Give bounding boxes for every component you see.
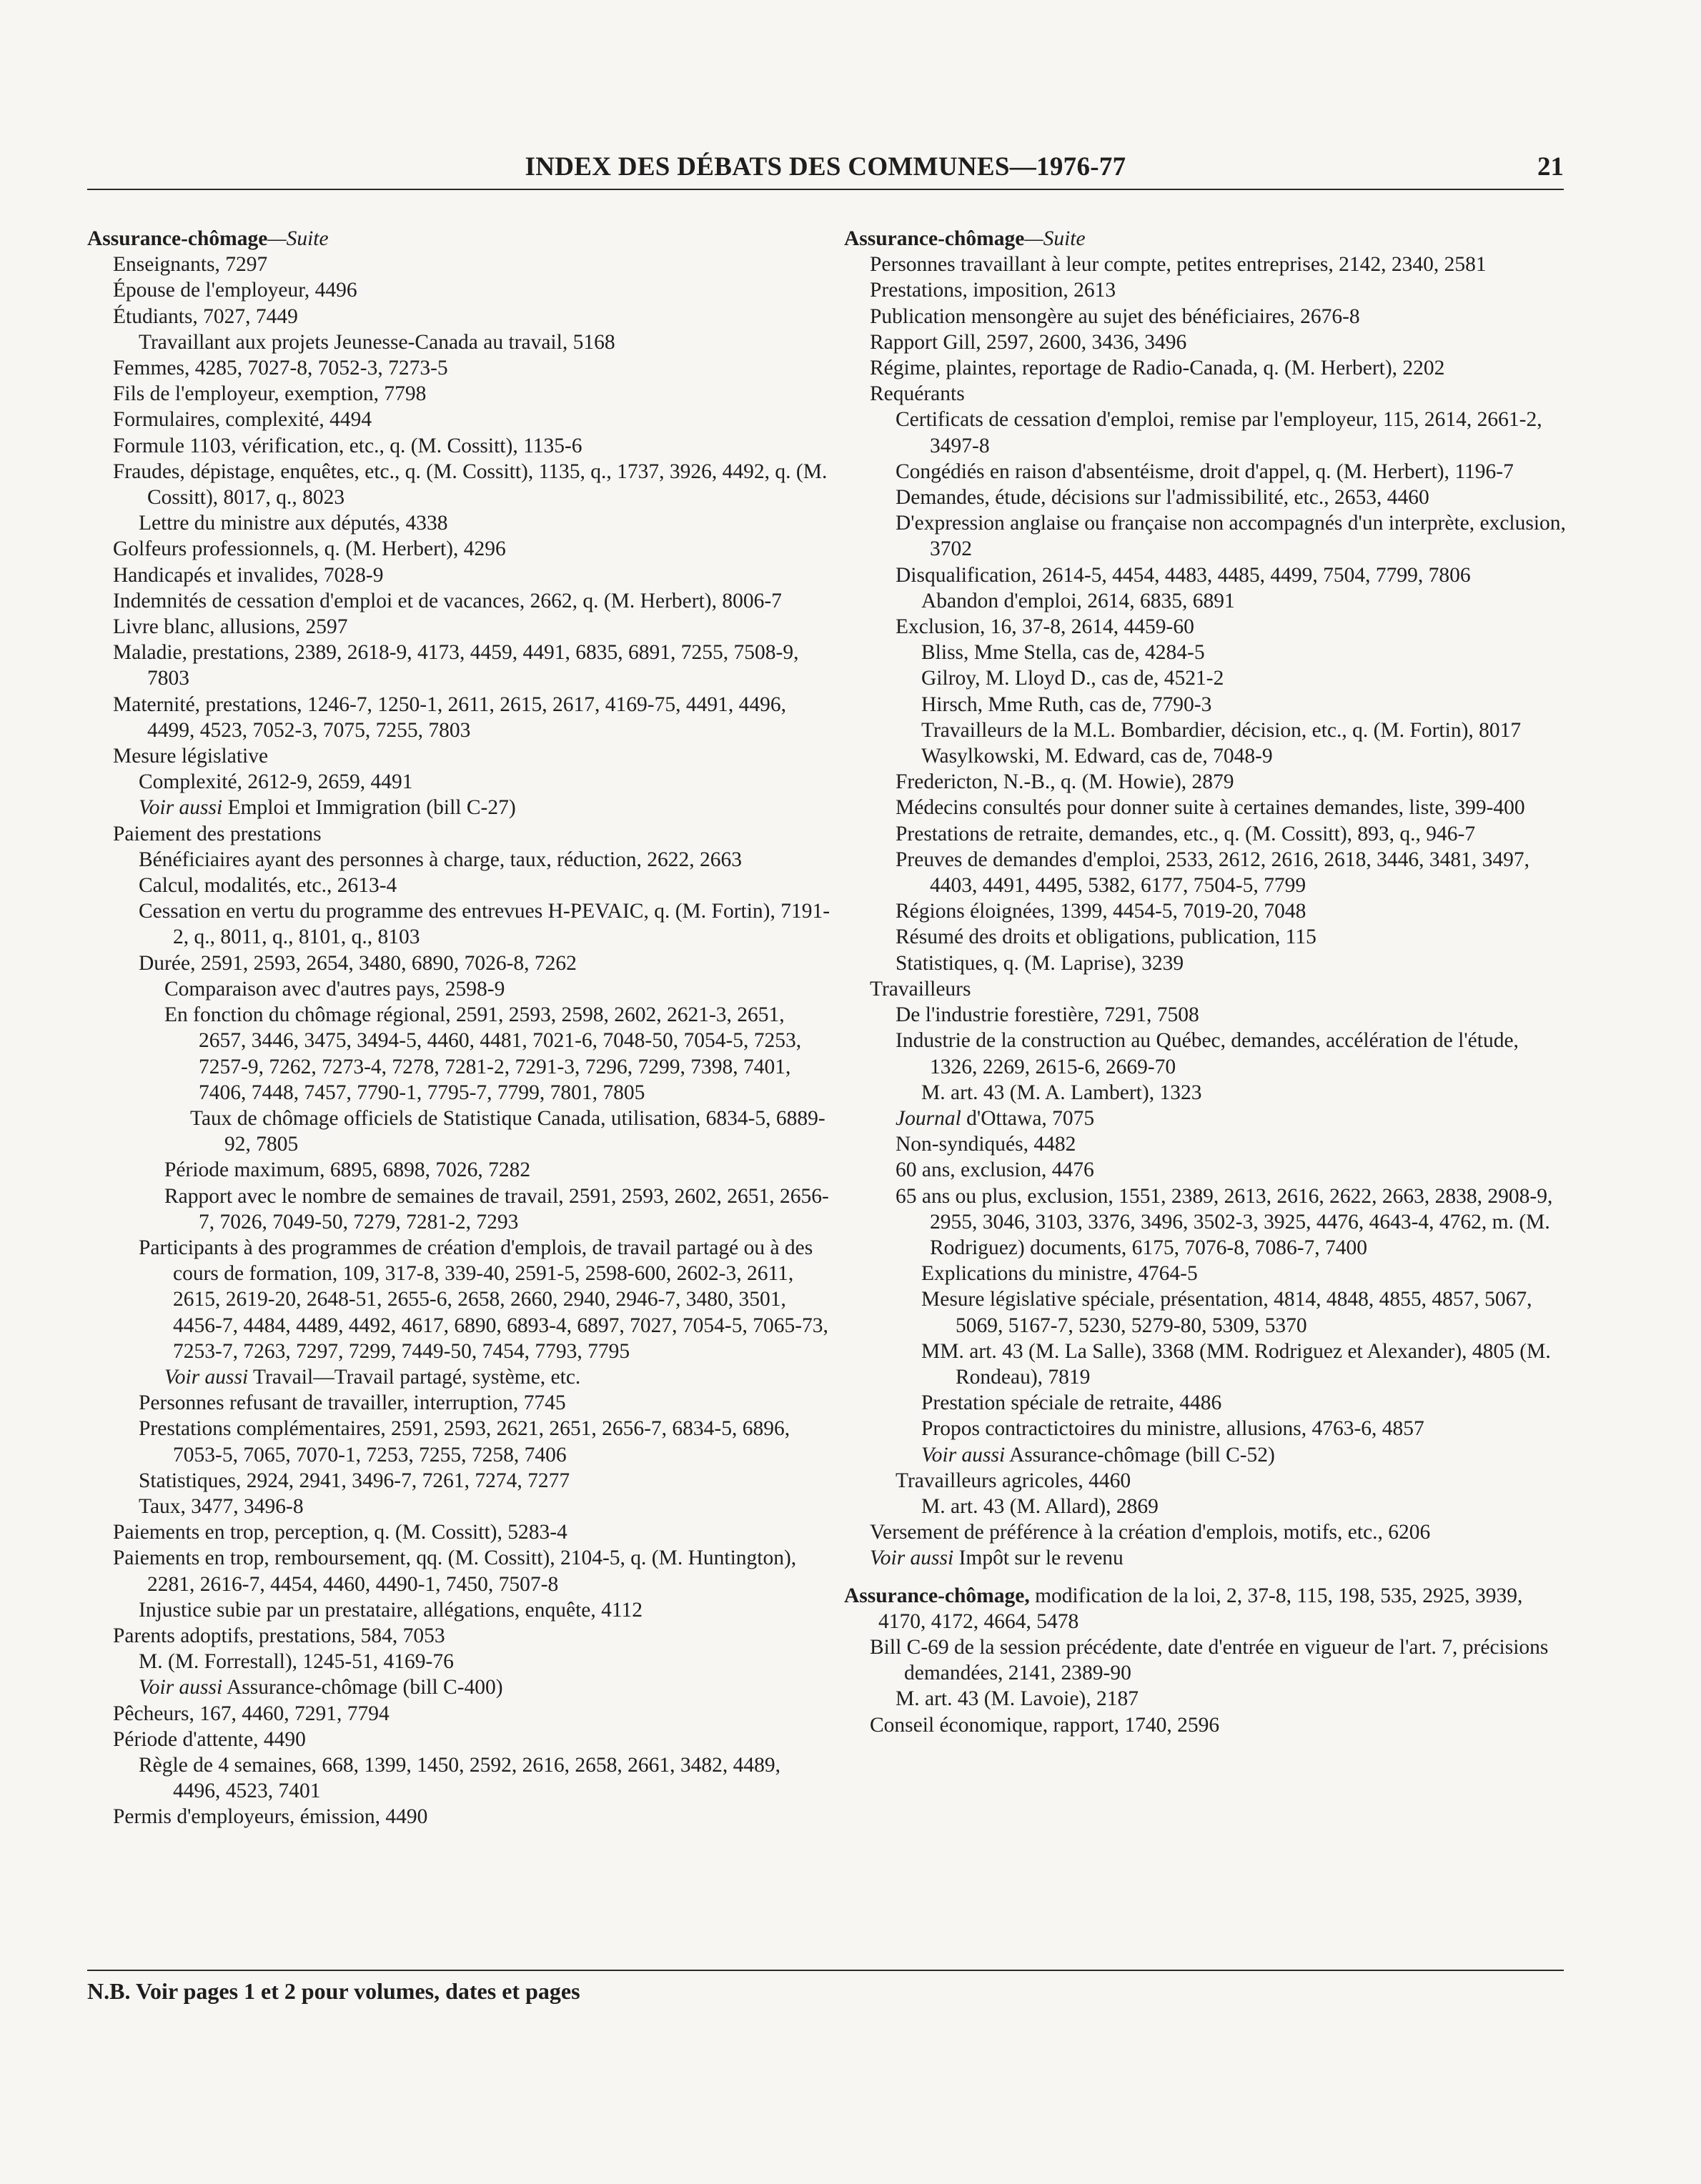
entry-text: Congédiés en raison d'absentéisme, droit d'appel, q. (M. Herbert), 1196-7 [896, 460, 1514, 483]
running-title: INDEX DES DÉBATS DES COMMUNES—1976-77 [525, 152, 1126, 182]
entry-text: Handicapés et invalides, 7028-9 [113, 563, 384, 587]
index-entry [844, 1157, 1566, 1183]
index-entry [87, 304, 830, 329]
index-entry [87, 614, 830, 640]
entry-text: Mesure législative spéciale, présentation, 4814, 4848, 4855, 4857, 5067, 5069, 5167-7, 5230, 5279-80, 5309, 5370 [921, 1288, 1532, 1337]
index-entry [844, 1339, 1566, 1390]
index-entry [844, 510, 1566, 562]
entry-text: Période d'attente, 4490 [113, 1727, 306, 1751]
index-entry [87, 1468, 830, 1494]
index-entry [844, 1390, 1566, 1416]
entry-text: Versement de préférence à la création d'emplois, motifs, etc., 6206 [870, 1521, 1431, 1544]
index-entry [87, 510, 830, 536]
index-entry [87, 821, 830, 847]
index-entry [844, 459, 1566, 485]
entry-text: Certificats de cessation d'emploi, remise par l'employeur, 115, 2614, 2661-2, 3497-8 [896, 408, 1542, 457]
entry-text: Prestations, imposition, 2613 [870, 279, 1116, 302]
index-entry [87, 976, 830, 1002]
entry-text: Règle de 4 semaines, 668, 1399, 1450, 2592, 2616, 2658, 2661, 3482, 4489, 4496, 4523, 7401 [139, 1753, 781, 1803]
entry-text: Travail—Travail partagé, système, etc. [248, 1365, 581, 1389]
italic-term: Journal [896, 1106, 961, 1130]
index-entry [844, 1028, 1566, 1079]
entry-text: Hirsch, Mme Ruth, cas de, 7790-3 [921, 693, 1212, 716]
index-entry [87, 588, 830, 614]
index-entry [844, 743, 1566, 769]
entry-text: Abandon d'emploi, 2614, 6835, 6891 [921, 589, 1235, 612]
entry-text: Maladie, prestations, 2389, 2618-9, 4173, 4459, 4491, 6835, 6891, 7255, 7508-9, 7803 [113, 641, 799, 690]
index-entry [844, 847, 1566, 898]
entry-text: Enseignants, 7297 [113, 253, 268, 277]
footer-rule [87, 1970, 1564, 1971]
entry-text: Épouse de l'employeur, 4496 [113, 279, 357, 302]
entry-text: Fraudes, dépistage, enquêtes, etc., q. (M. Cossitt), 1135, q., 1737, 3926, 4492, q. (M. Cossitt), 8017, q., 8023 [113, 460, 828, 510]
heading-term: Assurance-chômage [87, 227, 268, 250]
entry-text: modification de la loi, 2, 37-8, 115, 198, 535, 2925, 3939, 4170, 4172, 4664, 5478 [878, 1584, 1523, 1633]
entry-text: Lettre du ministre aux députés, 4338 [139, 512, 448, 535]
index-entry [844, 1416, 1566, 1441]
index-entry [87, 1727, 830, 1752]
index-entry [844, 355, 1566, 381]
entry-text: d'Ottawa, 7075 [961, 1106, 1095, 1130]
italic-term: Voir aussi [921, 1443, 1006, 1466]
italic-term: Voir aussi [870, 1547, 954, 1570]
entry-text: Personnes refusant de travailler, interruption, 7745 [139, 1391, 566, 1415]
entry-text: Parents adoptifs, prestations, 584, 7053 [113, 1624, 445, 1647]
italic-term: Voir aussi [139, 796, 223, 820]
index-entry [844, 1261, 1566, 1286]
index-entry [844, 1494, 1566, 1519]
entry-text: Paiements en trop, perception, q. (M. Cossitt), 5283-4 [113, 1521, 567, 1544]
entry-text: Médecins consultés pour donner suite à certaines demandes, liste, 399-400 [896, 796, 1525, 820]
index-entry [87, 252, 830, 277]
index-heading [87, 226, 830, 252]
entry-text: Travailleurs agricoles, 4460 [896, 1469, 1131, 1492]
index-entry [844, 769, 1566, 795]
entry-text: Publication mensongère au sujet des bénéficiaires, 2676-8 [870, 304, 1360, 328]
index-entry [844, 692, 1566, 718]
entry-text: Paiement des prestations [113, 822, 322, 845]
entry-text: Période maximum, 6895, 6898, 7026, 7282 [164, 1158, 531, 1182]
index-entry [87, 277, 830, 303]
index-entry [844, 277, 1566, 303]
index-entry [87, 1623, 830, 1649]
entry-text: Complexité, 2612-9, 2659, 4491 [139, 770, 413, 794]
entry-text: Pêcheurs, 167, 4460, 7291, 7794 [113, 1702, 390, 1725]
entry-text: Taux de chômage officiels de Statistique Canada, utilisation, 6834-5, 6889-92, 7805 [190, 1106, 825, 1156]
entry-text: Calcul, modalités, etc., 2613-4 [139, 874, 397, 898]
entry-text: Wasylkowski, M. Edward, cas de, 7048-9 [921, 745, 1273, 768]
entry-text: Emploi et Immigration (bill C-27) [222, 796, 516, 820]
entry-text: Non-syndiqués, 4482 [896, 1133, 1076, 1156]
index-entry [844, 562, 1566, 588]
index-entry [87, 1002, 830, 1106]
index-entry [87, 743, 830, 769]
index-heading [844, 1583, 1566, 1634]
entry-text: Bénéficiaires ayant des personnes à charge, taux, réduction, 2622, 2663 [139, 848, 743, 871]
suite-label: —Suite [267, 227, 329, 250]
entry-text: Bliss, Mme Stella, cas de, 4284-5 [921, 641, 1205, 665]
index-entry [87, 1416, 830, 1467]
index-entry [87, 1157, 830, 1183]
entry-text: Requérants [870, 382, 965, 406]
entry-text: Assurance-chômage (bill C-52) [1005, 1443, 1275, 1466]
entry-text: Régions éloignées, 1399, 4454-5, 7019-20, 7048 [896, 900, 1306, 923]
index-column-right [844, 226, 1566, 1738]
index-entry [87, 1701, 830, 1727]
index-entry [87, 1597, 830, 1623]
index-entry [844, 381, 1566, 407]
index-entry [87, 1235, 830, 1364]
entry-text: Prestation spéciale de retraite, 4486 [921, 1391, 1222, 1415]
entry-text: Statistiques, 2924, 2941, 3496-7, 7261, 7274, 7277 [139, 1469, 570, 1492]
entry-text: Statistiques, q. (M. Laprise), 3239 [896, 951, 1184, 975]
index-entry [844, 1545, 1566, 1571]
entry-text: Participants à des programmes de création d'emplois, de travail partagé ou à des cours de formation, 109, 317-8, 339-40, 2591-5, 2598-600, 2602-3, 2611, 2615, 2619-20, 2648-51, 2655-6, 2658, 2660, 2940, 2946-7, 3480, 3501, 4456-7, 4484, 4489, 4492, 4617, 6890, 6893-4, 6897, 7027, 7054-5, 7065-73, 7253-7, 7263, 7297, 7299, 7449-50, 7454, 7793, 7795 [139, 1236, 828, 1363]
index-entry [844, 1686, 1566, 1712]
entry-text: Comparaison avec d'autres pays, 2598-9 [164, 977, 505, 1001]
italic-term: Voir aussi [164, 1365, 249, 1389]
index-entry [87, 950, 830, 976]
index-entry [844, 485, 1566, 510]
entry-text: 60 ans, exclusion, 4476 [896, 1158, 1094, 1182]
index-entry [87, 692, 830, 743]
index-entry [87, 769, 830, 795]
suite-label: —Suite [1024, 227, 1086, 250]
heading-term: Assurance-chômage, [844, 1584, 1030, 1607]
index-entry [844, 718, 1566, 743]
index-entry [87, 1649, 830, 1674]
index-entry [87, 1752, 830, 1804]
entry-text: Paiements en trop, remboursement, qq. (M. Cossitt), 2104-5, q. (M. Huntington), 2281, 2616-7, 4454, 4460, 4490-1, 7450, 7507-8 [113, 1547, 797, 1596]
index-entry [844, 1468, 1566, 1494]
entry-text: Résumé des droits et obligations, publication, 115 [896, 925, 1316, 949]
entry-text: M. art. 43 (M. Lavoie), 2187 [896, 1687, 1139, 1711]
index-entry [844, 795, 1566, 820]
index-entry [844, 1286, 1566, 1338]
entry-text: MM. art. 43 (M. La Salle), 3368 (MM. Rodriguez et Alexander), 4805 (M. Rondeau), 7819 [921, 1339, 1551, 1389]
index-entry [844, 898, 1566, 924]
index-heading [844, 226, 1566, 252]
index-entry [844, 1080, 1566, 1106]
entry-text: Cessation en vertu du programme des entrevues H-PEVAIC, q. (M. Fortin), 7191-2, q., 8011, q., 8101, q., 8103 [139, 900, 830, 949]
entry-text: Injustice subie par un prestataire, allégations, enquête, 4112 [139, 1598, 643, 1622]
entry-text: M. art. 43 (M. A. Lambert), 1323 [921, 1081, 1202, 1104]
entry-text: D'expression anglaise ou française non accompagnés d'un interprète, exclusion, 3702 [896, 512, 1566, 561]
page-header [87, 152, 1564, 189]
entry-text: Conseil économique, rapport, 1740, 2596 [870, 1713, 1220, 1737]
entry-text: Exclusion, 16, 37-8, 2614, 4459-60 [896, 615, 1194, 639]
index-entry [87, 433, 830, 459]
index-entry [844, 1519, 1566, 1545]
entry-text: Demandes, étude, décisions sur l'admissibilité, etc., 2653, 4460 [896, 486, 1429, 510]
index-entry [844, 1712, 1566, 1738]
index-entry [844, 329, 1566, 355]
index-entry [87, 898, 830, 950]
entry-text: En fonction du chômage régional, 2591, 2593, 2598, 2602, 2621-3, 2651, 2657, 3446, 3475, 3494-5, 4460, 4481, 7021-6, 7048-50, 7054-5, 7253, 7257-9, 7262, 7273-4, 7278, 7281-2, 7291-3, 7296, 7299, 7398, 7401, 7406, 7448, 7457, 7790-1, 7795-7, 7799, 7801, 7805 [164, 1003, 802, 1104]
index-entry [87, 1183, 830, 1235]
index-entry [87, 1804, 830, 1830]
index-entry [87, 873, 830, 898]
index-entry [87, 536, 830, 562]
entry-text: Rapport Gill, 2597, 2600, 3436, 3496 [870, 330, 1187, 354]
entry-text: Bill C-69 de la session précédente, date d'entrée en vigueur de l'art. 7, précisions demandées, 2141, 2389-90 [870, 1635, 1549, 1685]
italic-term: Voir aussi [139, 1676, 223, 1699]
entry-text: Travaillant aux projets Jeunesse-Canada au travail, 5168 [139, 330, 615, 354]
index-entry [844, 1106, 1566, 1131]
entry-text: Femmes, 4285, 7027-8, 7052-3, 7273-5 [113, 357, 448, 380]
entry-text: Fils de l'employeur, exemption, 7798 [113, 382, 427, 406]
entry-text: Étudiants, 7027, 7449 [113, 304, 298, 328]
entry-text: Prestations de retraite, demandes, etc., q. (M. Cossitt), 893, q., 946-7 [896, 822, 1476, 845]
entry-text: Travailleurs [870, 977, 971, 1001]
index-entry [844, 1442, 1566, 1468]
index-entry [844, 950, 1566, 976]
index-entry [844, 1634, 1566, 1686]
index-entry [844, 1183, 1566, 1261]
index-entry [844, 614, 1566, 640]
index-entry [87, 381, 830, 407]
index-entry [844, 924, 1566, 950]
heading-term: Assurance-chômage [844, 227, 1025, 250]
index-entry [87, 1390, 830, 1416]
entry-text: Preuves de demandes d'emploi, 2533, 2612, 2616, 2618, 3446, 3481, 3497, 4403, 4491, 4495, 5382, 6177, 7504-5, 7799 [896, 848, 1529, 898]
entry-text: Gilroy, M. Lloyd D., cas de, 4521-2 [921, 667, 1224, 690]
entry-text: Livre blanc, allusions, 2597 [113, 615, 348, 639]
entry-text: Formulaires, complexité, 4494 [113, 408, 372, 432]
index-entry [844, 1131, 1566, 1157]
page-number: 21 [1537, 152, 1564, 182]
index-entry [87, 459, 830, 510]
index-entry [87, 1364, 830, 1390]
index-entry [844, 588, 1566, 614]
entry-text: Impôt sur le revenu [953, 1547, 1124, 1570]
index-entry [844, 976, 1566, 1002]
index-entry [87, 795, 830, 820]
index-entry [844, 407, 1566, 458]
entry-text: Fredericton, N.-B., q. (M. Howie), 2879 [896, 770, 1234, 794]
index-entry [87, 1545, 830, 1597]
index-entry [87, 1106, 830, 1157]
entry-text: Assurance-chômage (bill C-400) [222, 1676, 503, 1699]
entry-text: M. (M. Forrestall), 1245-51, 4169-76 [139, 1650, 454, 1674]
index-entry [844, 665, 1566, 691]
index-entry [87, 329, 830, 355]
entry-text: Maternité, prestations, 1246-7, 1250-1, 2611, 2615, 2617, 4169-75, 4491, 4496, 4499, 4523, 7052-3, 7075, 7255, 7803 [113, 693, 786, 742]
index-entry [87, 1674, 830, 1700]
entry-text: Personnes travaillant à leur compte, petites entreprises, 2142, 2340, 2581 [870, 253, 1487, 277]
index-entry [87, 355, 830, 381]
index-entry [87, 640, 830, 691]
entry-text: M. art. 43 (M. Allard), 2869 [921, 1494, 1159, 1518]
index-entry [844, 821, 1566, 847]
entry-text: Formule 1103, vérification, etc., q. (M. Cossitt), 1135-6 [113, 434, 582, 457]
index-entry [844, 252, 1566, 277]
entry-text: Mesure législative [113, 745, 269, 768]
index-entry [844, 1002, 1566, 1028]
index-entry [87, 1494, 830, 1519]
entry-text: Golfeurs professionnels, q. (M. Herbert), 4296 [113, 537, 506, 561]
entry-text: Indemnités de cessation d'emploi et de vacances, 2662, q. (M. Herbert), 8006-7 [113, 589, 782, 612]
entry-text: Industrie de la construction au Québec, demandes, accélération de l'étude, 1326, 2269, 2615-6, 2669-70 [896, 1029, 1519, 1078]
footer-note: N.B. Voir pages 1 et 2 pour volumes, dates et pages [87, 1978, 580, 2004]
entry-text: Taux, 3477, 3496-8 [139, 1494, 304, 1518]
entry-text: Travailleurs de la M.L. Bombardier, décision, etc., q. (M. Fortin), 8017 [921, 718, 1522, 742]
index-entry [844, 304, 1566, 329]
entry-text: 65 ans ou plus, exclusion, 1551, 2389, 2613, 2616, 2622, 2663, 2838, 2908-9, 2955, 3046, 3103, 3376, 3496, 3502-3, 3925, 4476, 4643-4, 4762, m. (M. Rodriguez) documents, 6175, 7076-8, 7086-7, 7400 [896, 1184, 1553, 1259]
header-rule [87, 189, 1564, 190]
index-entry [87, 407, 830, 432]
index-entry [87, 847, 830, 873]
entry-text: Durée, 2591, 2593, 2654, 3480, 6890, 7026-8, 7262 [139, 951, 577, 975]
entry-text: Rapport avec le nombre de semaines de travail, 2591, 2593, 2602, 2651, 2656-7, 7026, 7049-50, 7279, 7281-2, 7293 [164, 1184, 829, 1234]
entry-text: Explications du ministre, 4764-5 [921, 1262, 1198, 1286]
index-column-left [87, 226, 830, 1830]
entry-text: Propos contractictoires du ministre, allusions, 4763-6, 4857 [921, 1417, 1424, 1441]
index-entry [87, 562, 830, 588]
entry-text: Permis d'employeurs, émission, 4490 [113, 1805, 428, 1829]
entry-text: Prestations complémentaires, 2591, 2593, 2621, 2651, 2656-7, 6834-5, 6896, 7053-5, 7065, 7070-1, 7253, 7255, 7258, 7406 [139, 1417, 790, 1466]
index-entry [844, 640, 1566, 665]
entry-text: Disqualification, 2614-5, 4454, 4483, 4485, 4499, 7504, 7799, 7806 [896, 563, 1471, 587]
entry-text: De l'industrie forestière, 7291, 7508 [896, 1003, 1199, 1027]
entry-text: Régime, plaintes, reportage de Radio-Canada, q. (M. Herbert), 2202 [870, 357, 1445, 380]
index-entry [87, 1519, 830, 1545]
